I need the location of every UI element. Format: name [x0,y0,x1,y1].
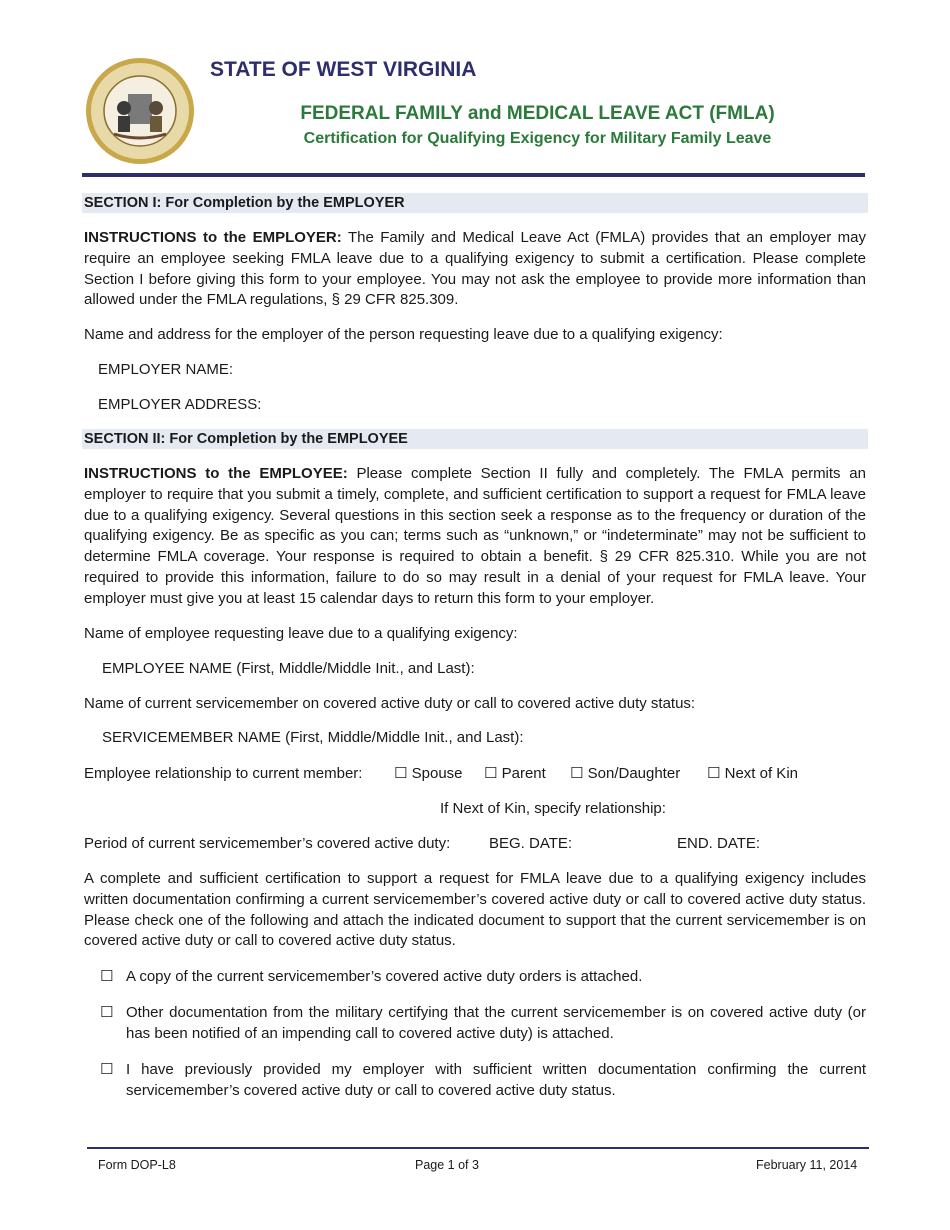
servicemember-prompt: Name of current servicemember on covered active duty or call to covered active duty status: [84,695,696,712]
state-seal-logo [84,56,196,166]
checkbox-icon[interactable]: ☐ [100,968,114,985]
servicemember-name-label: SERVICEMEMBER NAME (First, Middle/Middle Init., and Last): [102,729,524,746]
state-title: STATE OF WEST VIRGINIA [210,58,477,81]
checkbox-icon[interactable]: ☐ [570,765,584,782]
checkbox-icon[interactable]: ☐ [394,765,408,782]
form-subtitle: Certification for Qualifying Exigency for Military Family Leave [303,130,772,147]
checkbox-icon[interactable]: ☐ [484,765,498,782]
employee-name-label: EMPLOYEE NAME (First, Middle/Middle Init., and Last): [102,660,475,677]
employer-name-label: EMPLOYER NAME: [98,361,234,378]
period-label: Period of current servicemember’s covered active duty: [84,835,451,852]
checkbox-icon[interactable]: ☐ [100,1061,114,1078]
section-1-title: SECTION I: For Completion by the EMPLOYER [82,193,868,213]
footer-date: February 11, 2014 [756,1158,858,1172]
section-2-title: SECTION II: For Completion by the EMPLOYEE [82,429,868,449]
doc-option-text: Other documentation from the military certifying that the current servicemember is on covered active duty (or has been notified of an impending call to covered active duty) is attached. [126,1004,866,1042]
documentation-paragraph: A complete and sufficient certification to support a request for FMLA leave due to a qualifying exigency includes written documentation confirming a current servicemember’s covered active duty or call to covered active duty status. Please check one of the following and attach the indicated document to support that the current servicemember is on covered active duty or call to covered active duty status. [84,870,866,950]
employee-instructions-text: Please complete Section II fully and completely. The FMLA permits an employer to require that you submit a timely, complete, and sufficient certification to support a request for FMLA leave due to a qualifying exigency. Several questions in this section seek a response as to the frequency or duration of the qualifying exigency. Be as specific as you can; terms such as “unknown,” or “indeterminate” may not be sufficient to determine FMLA coverage. Your response is required to obtain a benefit. § 29 CFR 825.310. While you are not required to provide this information, failure to do so may result in a denial of your request for FMLA leave. Your employer must give you at least 15 calendar days to return this form to your employer. [84,465,866,607]
footer-divider [87,1147,869,1149]
employee-instructions [84,464,866,610]
employee-instructions-label: INSTRUCTIONS to the EMPLOYEE: [84,465,348,482]
employee-prompt: Name of employee requesting leave due to a qualifying exigency: [84,625,518,642]
relationship-option-spouse[interactable]: ☐ Spouse [394,765,463,782]
next-of-kin-label: If Next of Kin, specify relationship: [440,800,666,817]
relationship-option-son-daughter[interactable]: ☐ Son/Daughter [570,765,681,782]
employer-instructions [84,228,866,311]
form-title: FEDERAL FAMILY and MEDICAL LEAVE ACT (FMLA) [300,103,775,124]
footer-form-id: Form DOP-L8 [98,1158,176,1172]
relationship-option-next-of-kin[interactable]: ☐ Next of Kin [707,765,798,782]
employer-address-label: EMPLOYER ADDRESS: [98,396,262,413]
beg-date-label: BEG. DATE: [489,835,573,852]
employer-instructions-label: INSTRUCTIONS to the EMPLOYER: [84,229,342,246]
doc-option-text: I have previously provided my employer with sufficient written documentation confirming the current servicemember’s covered active duty or call to covered active duty status. [126,1061,866,1099]
footer-page-number: Page 1 of 3 [415,1158,479,1172]
end-date-label: END. DATE: [677,835,761,852]
relationship-option-parent[interactable]: ☐ Parent [484,765,546,782]
header-divider [82,173,865,177]
employer-instructions-text: The Family and Medical Leave Act (FMLA) provides that an employer may require an employee seeking FMLA leave due to a qualifying exigency to submit a certification. Please complete Section I before giving this form to your employee. You may not ask the employee to provide more information than allowed under the FMLA regulations, § 29 CFR 825.309. [84,229,866,309]
employer-name-address-prompt: Name and address for the employer of the person requesting leave due to a qualifying exigency: [84,326,723,343]
doc-option-text: A copy of the current servicemember’s covered active duty orders is attached. [126,968,643,985]
checkbox-icon[interactable]: ☐ [100,1004,114,1021]
checkbox-icon[interactable]: ☐ [707,765,721,782]
relationship-label: Employee relationship to current member: [84,765,363,782]
